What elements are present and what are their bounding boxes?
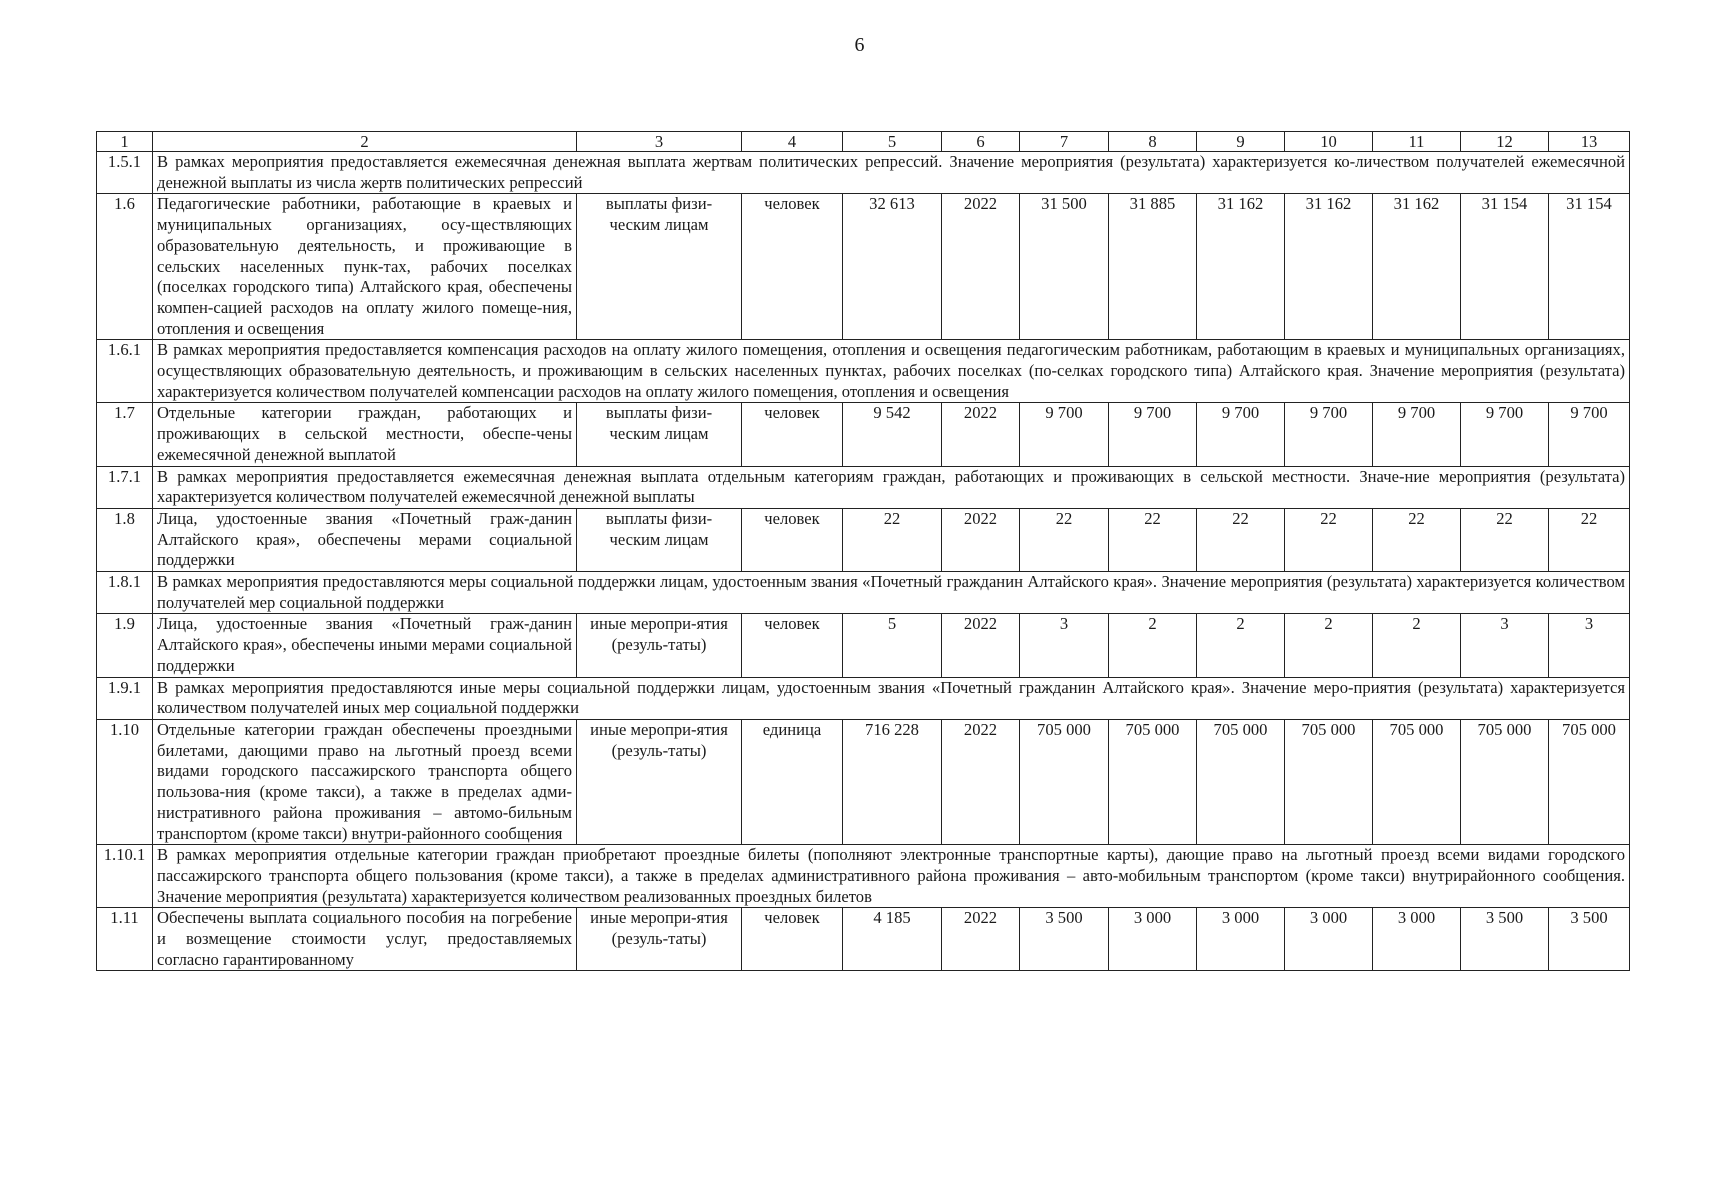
description-row [97,677,1630,719]
description-row [97,466,1630,508]
row-description: В рамках мероприятия предоставляется компенсация расходов на оплату жилого помещения, отопления и освещения педагогическим работникам, работающим в краевых и муниципальных организациях, осуществляющих образовательную деятельность, и проживающим в сельских населенных пунктах, рабочих поселках (по-селках городского типа) Алтайского края. Значение мероприятия (результата) характеризуется количеством получателей компенсации расходов на оплату жилого помещения, отопления и освещения [153,340,1630,403]
header-cell: 1 [97,132,153,152]
indicator-name: Лица, удостоенные звания «Почетный граж-данин Алтайского края», обеспечены иными мерами социальной поддержки [153,614,577,677]
indicator-row [97,614,1630,677]
unit-of-measure: человек [742,403,843,466]
row-description: В рамках мероприятия предоставляются меры социальной поддержки лицам, удостоенным звания «Почетный гражданин Алтайского края». Значение мероприятия (результата) характеризуется количеством получателей мер социальной поддержки [153,572,1630,614]
value-cell: 705 000 [1461,719,1549,844]
row-number: 1.5.1 [97,152,153,194]
row-number: 1.9.1 [97,677,153,719]
indicator-row [97,403,1630,466]
unit-of-measure: человек [742,614,843,677]
row-description: В рамках мероприятия предоставляется ежемесячная денежная выплата жертвам политических репрессий. Значение мероприятия (результата) характеризуется ко-личеством получателей ежемесячной денежной выплаты из числа жертв политических репрессий [153,152,1630,194]
base-year: 2022 [942,508,1020,571]
row-number: 1.9 [97,614,153,677]
value-cell: 2 [1197,614,1285,677]
value-cell: 9 700 [1549,403,1630,466]
value-cell: 32 613 [843,194,942,340]
indicators-table [96,131,1630,971]
value-cell: 2 [1285,614,1373,677]
value-cell: 705 000 [1285,719,1373,844]
value-cell: 3 000 [1285,908,1373,971]
value-cell: 31 162 [1285,194,1373,340]
header-cell: 12 [1461,132,1549,152]
value-cell: 3 500 [1549,908,1630,971]
header-cell: 11 [1373,132,1461,152]
value-cell: 22 [1461,508,1549,571]
value-cell: 716 228 [843,719,942,844]
indicator-row [97,908,1630,971]
value-cell: 31 500 [1020,194,1109,340]
indicator-type: иные меропри-ятия (резуль-таты) [577,719,742,844]
row-number: 1.8.1 [97,572,153,614]
value-cell: 31 154 [1549,194,1630,340]
row-number: 1.11 [97,908,153,971]
value-cell: 22 [1373,508,1461,571]
indicator-type: выплаты физи-ческим лицам [577,194,742,340]
page-number: 6 [854,34,865,56]
value-cell: 31 154 [1461,194,1549,340]
indicator-type: выплаты физи-ческим лицам [577,508,742,571]
description-row [97,845,1630,908]
value-cell: 5 [843,614,942,677]
value-cell: 9 700 [1285,403,1373,466]
header-row [97,132,1630,152]
row-number: 1.6 [97,194,153,340]
value-cell: 3 000 [1197,908,1285,971]
value-cell: 22 [1020,508,1109,571]
indicator-name: Педагогические работники, работающие в краевых и муниципальных организациях, осу-ществляющих образовательную деятельность, и проживающие в сельских населенных пунк-тах, рабочих поселках (поселках городского типа) Алтайского края, обеспечены компен-сацией расходов на оплату жилого помеще-ния, отопления и освещения [153,194,577,340]
unit-of-measure: человек [742,194,843,340]
header-cell: 7 [1020,132,1109,152]
value-cell: 22 [1109,508,1197,571]
base-year: 2022 [942,403,1020,466]
value-cell: 3 500 [1461,908,1549,971]
value-cell: 705 000 [1373,719,1461,844]
unit-of-measure: человек [742,908,843,971]
value-cell: 22 [843,508,942,571]
unit-of-measure: человек [742,508,843,571]
value-cell: 9 700 [1109,403,1197,466]
value-cell: 705 000 [1197,719,1285,844]
value-cell: 705 000 [1549,719,1630,844]
value-cell: 3 [1461,614,1549,677]
indicator-type: выплаты физи-ческим лицам [577,403,742,466]
description-row [97,572,1630,614]
value-cell: 3 [1020,614,1109,677]
base-year: 2022 [942,614,1020,677]
header-cell: 13 [1549,132,1630,152]
indicator-name: Отдельные категории граждан, работающих и проживающих в сельской местности, обеспе-чены ежемесячной денежной выплатой [153,403,577,466]
value-cell: 22 [1285,508,1373,571]
indicator-type: иные меропри-ятия (резуль-таты) [577,908,742,971]
row-number: 1.10.1 [97,845,153,908]
value-cell: 3 500 [1020,908,1109,971]
header-cell: 2 [153,132,577,152]
description-row [97,152,1630,194]
row-description: В рамках мероприятия предоставляется ежемесячная денежная выплата отдельным категориям граждан, работающих и проживающих в сельской местности. Значе-ние мероприятия (результата) характеризуется количеством получателей ежемесячной денежной выплаты [153,466,1630,508]
description-row [97,340,1630,403]
indicator-row [97,194,1630,340]
header-cell: 9 [1197,132,1285,152]
header-cell: 3 [577,132,742,152]
row-description: В рамках мероприятия отдельные категории граждан приобретают проездные билеты (пополняют электронные транспортные карты), дающие право на льготный проезд всеми видами городского пассажирского транспорта общего пользования (кроме такси), а также в пределах административного района проживания – авто-мобильным транспортом (кроме такси) внутрирайонного сообщения. Значение мероприятия (результата) характеризуется количеством реализованных проездных билетов [153,845,1630,908]
header-cell: 8 [1109,132,1197,152]
value-cell: 2 [1109,614,1197,677]
value-cell: 22 [1197,508,1285,571]
base-year: 2022 [942,908,1020,971]
value-cell: 9 700 [1197,403,1285,466]
value-cell: 705 000 [1109,719,1197,844]
indicator-row [97,508,1630,571]
value-cell: 2 [1373,614,1461,677]
unit-of-measure: единица [742,719,843,844]
value-cell: 705 000 [1020,719,1109,844]
header-cell: 5 [843,132,942,152]
base-year: 2022 [942,194,1020,340]
row-description: В рамках мероприятия предоставляются иные меры социальной поддержки лицам, удостоенным звания «Почетный гражданин Алтайского края». Значение меро-приятия (результата) характеризуется количеством получателей иных мер социальной поддержки [153,677,1630,719]
header-cell: 10 [1285,132,1373,152]
value-cell: 22 [1549,508,1630,571]
value-cell: 4 185 [843,908,942,971]
value-cell: 3 [1549,614,1630,677]
row-number: 1.7 [97,403,153,466]
indicator-name: Отдельные категории граждан обеспечены проездными билетами, дающими право на льготный проезд всеми видами городского пассажирского транспорта общего пользова-ния (кроме такси), а также в пределах адми-нистративного района проживания – автомо-бильным транспортом (кроме такси) внутри-районного сообщения [153,719,577,844]
indicator-type: иные меропри-ятия (резуль-таты) [577,614,742,677]
indicator-row [97,719,1630,844]
value-cell: 31 162 [1373,194,1461,340]
value-cell: 3 000 [1373,908,1461,971]
indicator-name: Лица, удостоенные звания «Почетный граж-данин Алтайского края», обеспечены мерами социальной поддержки [153,508,577,571]
value-cell: 31 885 [1109,194,1197,340]
value-cell: 9 700 [1461,403,1549,466]
value-cell: 3 000 [1109,908,1197,971]
header-cell: 6 [942,132,1020,152]
table-body [97,132,1630,971]
value-cell: 9 542 [843,403,942,466]
row-number: 1.6.1 [97,340,153,403]
value-cell: 31 162 [1197,194,1285,340]
base-year: 2022 [942,719,1020,844]
header-cell: 4 [742,132,843,152]
row-number: 1.8 [97,508,153,571]
indicator-name: Обеспечены выплата социального пособия на погребение и возмещение стоимости услуг, предоставляемых согласно гарантированному [153,908,577,971]
value-cell: 9 700 [1373,403,1461,466]
row-number: 1.10 [97,719,153,844]
value-cell: 9 700 [1020,403,1109,466]
row-number: 1.7.1 [97,466,153,508]
